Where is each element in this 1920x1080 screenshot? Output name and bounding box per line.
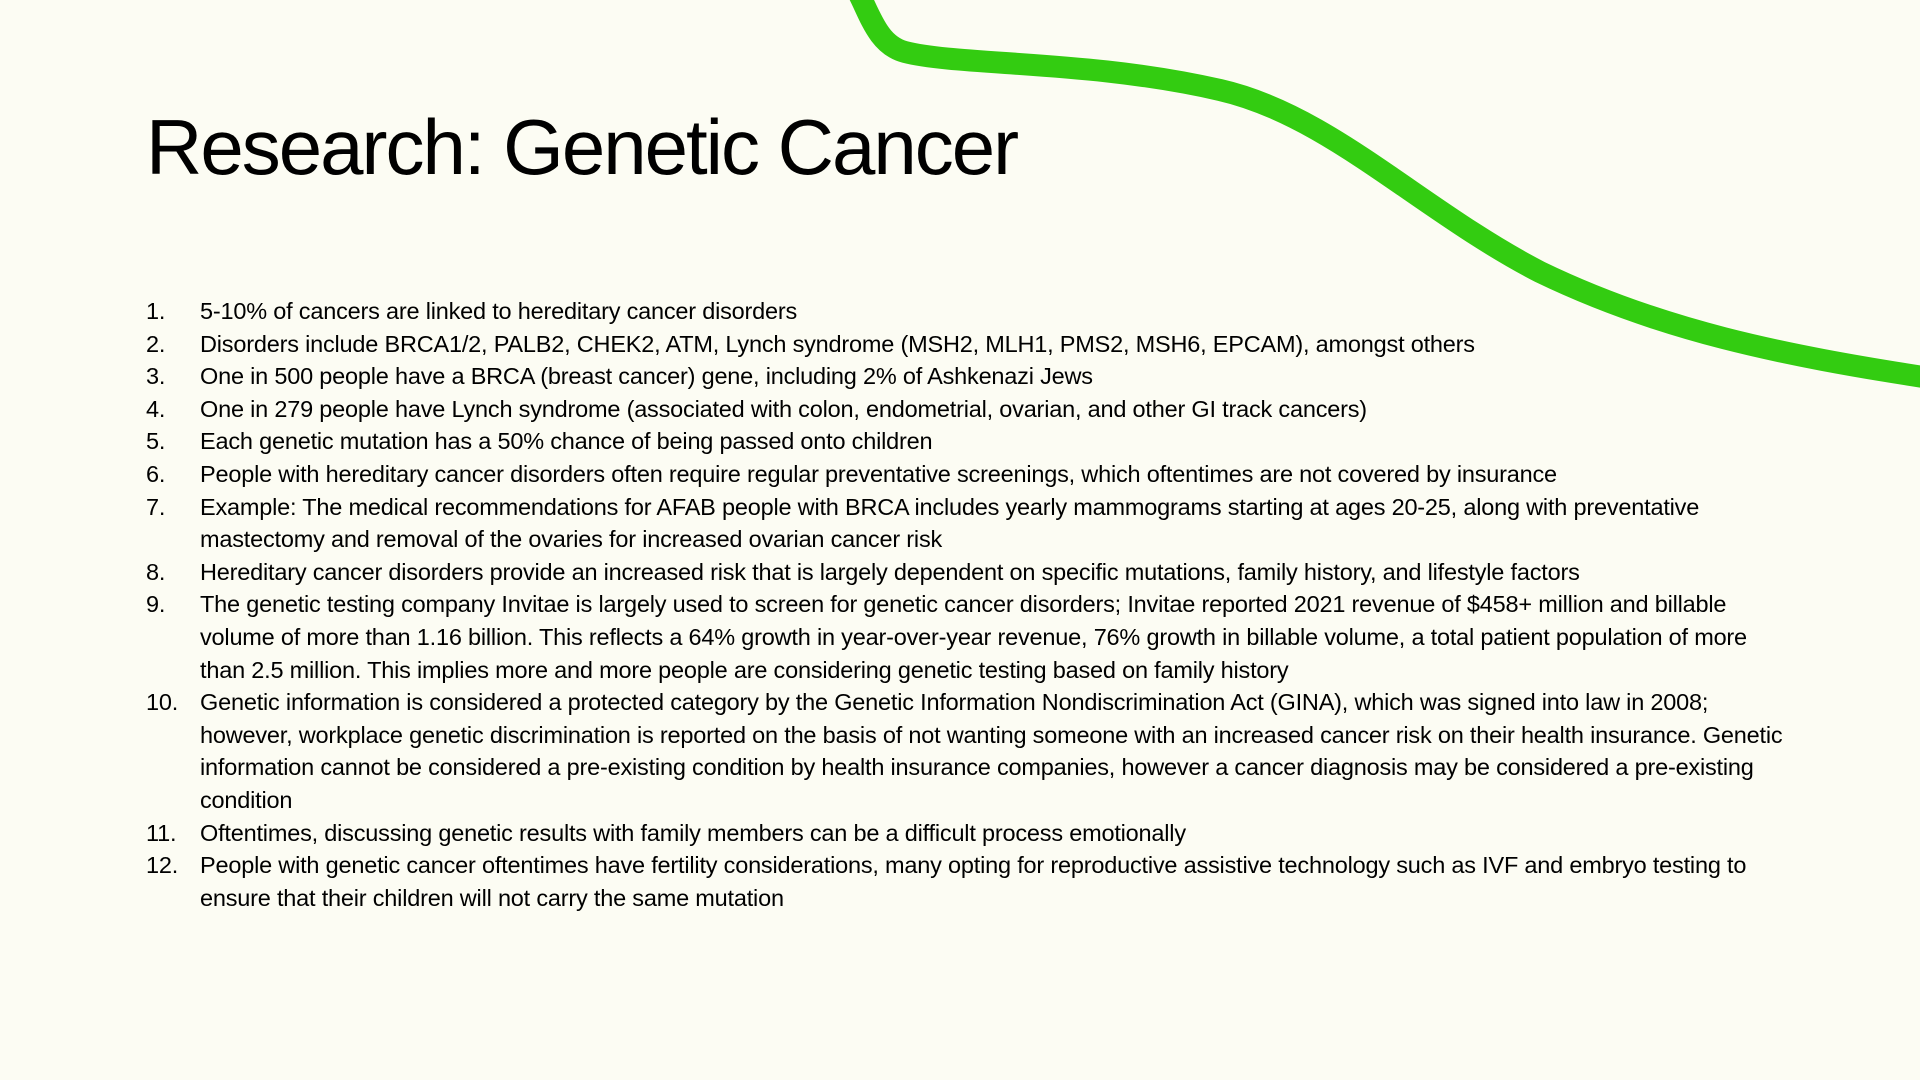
list-item (146, 686, 1796, 816)
list-item-number: 8. (146, 558, 166, 585)
list-item (146, 328, 1796, 361)
list-item (146, 491, 1796, 556)
list-item-number: 10. (146, 689, 179, 716)
list-item-text: One in 279 people have Lynch syndrome (associated with colon, endometrial, ovarian, and other GI track cancers) (200, 395, 1367, 422)
list-item-text: The genetic testing company Invitae is largely used to screen for genetic cancer disorders; Invitae reported 2021 revenue of $458+ million and billable volume of more than 1.16 billion. This reflects a 64% growth in year-over-year revenue, 76% growth in billable volume, a total patient population of more than 2.5 million. This implies more and more people are considering genetic testing based on family history (200, 591, 1747, 683)
list-item-number: 4. (146, 395, 166, 422)
list-item-text: Hereditary cancer disorders provide an increased risk that is largely dependent on specific mutations, family history, and lifestyle factors (200, 558, 1580, 585)
slide-title: Research: Genetic Cancer (146, 103, 1018, 191)
list-item-number: 7. (146, 493, 166, 520)
list-item-number: 12. (146, 852, 179, 879)
list-item-text: Disorders include BRCA1/2, PALB2, CHEK2, ATM, Lynch syndrome (MSH2, MLH1, PMS2, MSH6, EPCAM), amongst others (200, 330, 1475, 357)
list-item-number: 9. (146, 591, 166, 618)
list-item (146, 556, 1796, 589)
list-item-number: 3. (146, 363, 166, 390)
list-item-number: 5. (146, 428, 166, 455)
list-item (146, 817, 1796, 850)
list-item-text: Oftentimes, discussing genetic results with family members can be a difficult process emotionally (200, 819, 1186, 846)
list-item-text: 5-10% of cancers are linked to hereditary cancer disorders (200, 298, 798, 324)
list-item (146, 425, 1796, 458)
list-item-text: Example: The medical recommendations for AFAB people with BRCA includes yearly mammograms starting at ages 20-25, along with preventative mastectomy and removal of the ovaries for increased ovarian cancer risk (200, 493, 1700, 553)
list-item (146, 588, 1796, 686)
list-item (146, 458, 1796, 491)
list-item-text: One in 500 people have a BRCA (breast cancer) gene, including 2% of Ashkenazi Jews (200, 363, 1093, 390)
list-item-text: Each genetic mutation has a 50% chance of being passed onto children (200, 428, 933, 455)
numbered-list (146, 295, 1796, 914)
list-item (146, 849, 1796, 914)
list-item (146, 393, 1796, 426)
list-item-text: Genetic information is considered a protected category by the Genetic Information Nondiscrimination Act (GINA), which was signed into law in 2008; however, workplace genetic discrimination is reported on the basis of not wanting someone with an increased cancer risk on their health insurance. Genetic information cannot be considered a pre-existing condition by health insurance companies, however a cancer diagnosis may be considered a pre-existing condition (200, 689, 1783, 813)
list-item (146, 360, 1796, 393)
list-item-number: 2. (146, 330, 166, 357)
list-item-number: 11. (146, 819, 177, 846)
list-item-number: 6. (146, 460, 166, 487)
list-item-text: People with genetic cancer oftentimes have fertility considerations, many opting for reproductive assistive technology such as IVF and embryo testing to ensure that their children will not carry the same mutation (200, 852, 1747, 911)
list-item (146, 295, 1796, 328)
list-item-text: People with hereditary cancer disorders often require regular preventative screenings, which oftentimes are not covered by insurance (200, 460, 1557, 487)
list-item-number: 1. (146, 298, 166, 324)
